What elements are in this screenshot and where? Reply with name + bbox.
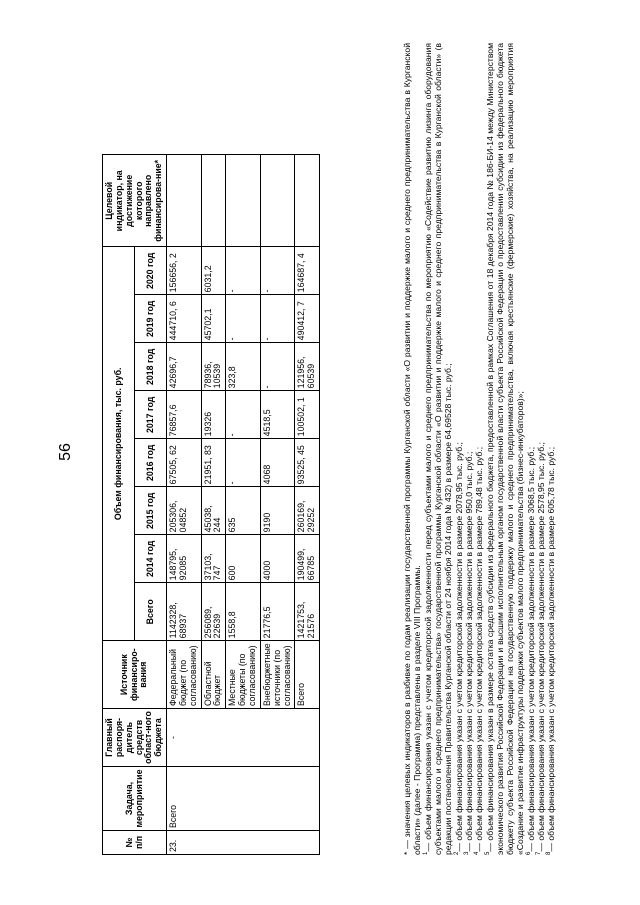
cell-2020: 156656, 2 bbox=[167, 247, 202, 295]
footnote-3: $^3$— объем финансирования указан с учетом кредиторской задолженности в размере 950,0 тыс. руб.; bbox=[463, 451, 474, 855]
cell-2020: 164687, 4 bbox=[295, 247, 320, 295]
row-task: Всего bbox=[167, 767, 320, 831]
cell-target bbox=[226, 155, 261, 247]
page-number: 56 bbox=[57, 443, 74, 461]
cell-2018: 121956, 60539 bbox=[295, 343, 320, 391]
footnotes bbox=[402, 43, 557, 855]
row-manager: - bbox=[167, 709, 320, 767]
cell-2018: 78936, 10539 bbox=[201, 343, 226, 391]
header-num: № п/п bbox=[103, 831, 167, 855]
row-number: 23. bbox=[167, 831, 320, 855]
cell-2016: 93525, 45 bbox=[295, 439, 320, 487]
footnote-7: $^7$— объем финансирования указан с учетом кредиторской задолженности в размере 2578,95 тыс. руб.; bbox=[536, 442, 547, 855]
cell-target bbox=[260, 155, 295, 247]
header-2015: 2015 год bbox=[135, 487, 167, 535]
cell-2019: - bbox=[260, 295, 295, 343]
cell-2019: 45702,1 bbox=[201, 295, 226, 343]
header-target: Целевой индикатор, на достижение которого направлено финансирова-ние* bbox=[103, 155, 167, 247]
header-2019: 2019 год bbox=[135, 295, 167, 343]
header-2018: 2018 год bbox=[135, 343, 167, 391]
cell-2017: 100502, 1 bbox=[295, 391, 320, 439]
footnote-6: $^6$— объем финансирования указан с учетом кредиторской задолженности в размере 3068,5 тыс. руб.; bbox=[525, 446, 536, 855]
cell-source: Федеральный бюджет (по согласованию) bbox=[167, 641, 202, 709]
header-2014: 2014 год bbox=[135, 535, 167, 583]
header-total: Всего bbox=[135, 583, 167, 641]
cell-target bbox=[295, 155, 320, 247]
footnote-star: * — значения целевых индикаторов в разбивке по годам реализации государственной программы Курганской области «О развитии и поддержке малого и среднего предпринимательства в Курганской области» (далее - Программа) представлены в разделе VIII Программы. bbox=[402, 43, 423, 855]
footnote-8: $^8$— объем финансирования указан с учетом кредиторской задолженности в размере 605,78 тыс. руб.; bbox=[546, 446, 557, 855]
cell-source: Всего bbox=[295, 641, 320, 709]
landscape-content bbox=[102, 43, 640, 863]
cell-source: Внебюджетные источники (по согласованию) bbox=[260, 641, 295, 709]
cell-total: 1142328, 68937 bbox=[167, 583, 202, 641]
cell-source: Местные бюджеты (по согласованию) bbox=[226, 641, 261, 709]
cell-2020: - bbox=[226, 247, 261, 295]
cell-2018: - bbox=[260, 343, 295, 391]
cell-total: 21776,5 bbox=[260, 583, 295, 641]
footnote-5: $^5$— объем финансирования указан в размере остатка средств субсидии из федерального бюджета, предоставленной в рамках Соглашения от 18 декабря 2014 года № 186-БИ-14 между Министерством экономического развития Российской Федерации и высшим исполнительным органом государственной власти субъекта Российской Федерации о предоставлении субсидии из федерального бюджета бюджету субъекта Российской Федерации на государственную поддержку малого и среднего предпринимательства, включая крестьянские (фермерские) хозяйства, на реализацию мероприятия «Создание и развитие инфраструктуры поддержки субъектов малого предпринимательства (бизнес-инкубаторов)»; bbox=[484, 43, 526, 855]
cell-2014: 37103, 747 bbox=[201, 535, 226, 583]
cell-2018: 323,8 bbox=[226, 343, 261, 391]
cell-2017: 76857,6 bbox=[167, 391, 202, 439]
cell-2015: 205306, 04852 bbox=[167, 487, 202, 535]
footnote-1: $^1$— объем финансирования указан с учетом кредиторской задолженности перед субъектами малого и среднего предпринимательства по мероприятию «Содействие развитию лизинга оборудования субъектами малого и среднего предпринимательства» государственной программы Курганской области «О развитии и поддержке малого и среднего предпринимательства в Курганской области» (в редакции постановления Правительства Курганской области от 24 ноября 2014 года № 432) в размере 64,69528 тыс. руб.; bbox=[422, 43, 454, 855]
cell-target bbox=[201, 155, 226, 247]
header-2016: 2016 год bbox=[135, 439, 167, 487]
cell-target bbox=[167, 155, 202, 247]
cell-2015: 260169, 29252 bbox=[295, 487, 320, 535]
header-2020: 2020 год bbox=[135, 247, 167, 295]
header-source: Источник финансиро-вания bbox=[103, 641, 167, 709]
header-row bbox=[103, 155, 135, 855]
cell-total: 1421753, 21576 bbox=[295, 583, 320, 641]
cell-2014: 148795, 92085 bbox=[167, 535, 202, 583]
cell-total: 256089, 22639 bbox=[201, 583, 226, 641]
cell-2020: - bbox=[260, 247, 295, 295]
cell-2014: 600 bbox=[226, 535, 261, 583]
cell-2018: 42696,7 bbox=[167, 343, 202, 391]
cell-2016: 67505, 62 bbox=[167, 439, 202, 487]
table-row bbox=[167, 155, 202, 855]
cell-2019: 444710, 6 bbox=[167, 295, 202, 343]
cell-2015: 635 bbox=[226, 487, 261, 535]
financing-table bbox=[102, 154, 320, 855]
cell-2016: 21951, 83 bbox=[201, 439, 226, 487]
header-2017: 2017 год bbox=[135, 391, 167, 439]
cell-2016: - bbox=[226, 439, 261, 487]
cell-2020: 6031,2 bbox=[201, 247, 226, 295]
header-manager: Главный распоря-дитель средств област-ного бюджета bbox=[103, 709, 167, 767]
rotated-page-content bbox=[102, 43, 640, 863]
cell-2017: - bbox=[226, 391, 261, 439]
cell-2017: 19326 bbox=[201, 391, 226, 439]
footnote-4: $^4$— объем финансирования указан с учетом кредиторской задолженности в размере 789,48 тыс. руб.; bbox=[474, 446, 485, 855]
cell-source: Областной бюджет bbox=[201, 641, 226, 709]
cell-2019: - bbox=[226, 295, 261, 343]
cell-total: 1558,8 bbox=[226, 583, 261, 641]
cell-2016: 4068 bbox=[260, 439, 295, 487]
cell-2014: 4000 bbox=[260, 535, 295, 583]
cell-2015: 9190 bbox=[260, 487, 295, 535]
footnote-2: $^2$— объем финансирования указан с учетом кредиторской задолженности в размере 2078,95 тыс. руб.; bbox=[453, 442, 464, 855]
cell-2017: 4518,5 bbox=[260, 391, 295, 439]
cell-2019: 490412, 7 bbox=[295, 295, 320, 343]
cell-2015: 45038, 244 bbox=[201, 487, 226, 535]
cell-2014: 190499, 66785 bbox=[295, 535, 320, 583]
header-financing-group: Объем финансирования, тыс. руб. bbox=[103, 247, 135, 641]
header-task: Задача, мероприятие bbox=[103, 767, 167, 831]
